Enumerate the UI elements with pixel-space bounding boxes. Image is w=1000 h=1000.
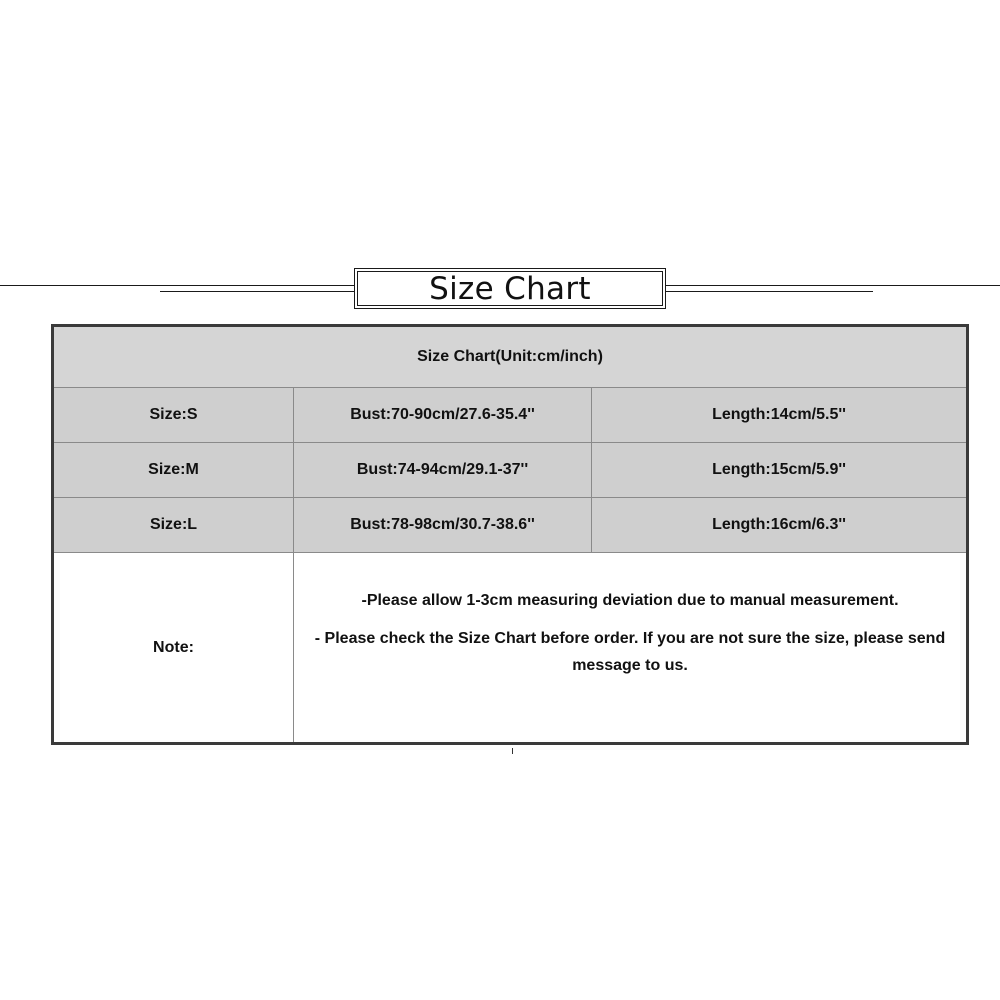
bust-cell: Bust:70-90cm/27.6-35.4'': [294, 388, 592, 443]
length-cell: Length:15cm/5.9'': [592, 443, 968, 498]
table-header-row: [53, 326, 968, 388]
length-cell: Length:16cm/6.3'': [592, 498, 968, 553]
table-header-cell: Size Chart(Unit:cm/inch): [53, 326, 968, 388]
note-line: -Please allow 1-3cm measuring deviation due to manual measurement.: [361, 591, 899, 609]
size-cell: Size:L: [53, 498, 294, 553]
title-banner: [354, 268, 666, 309]
note-content: [294, 553, 968, 744]
page-title: Size Chart: [429, 270, 591, 307]
bust-cell: Bust:78-98cm/30.7-38.6'': [294, 498, 592, 553]
table-row: [53, 443, 968, 498]
size-cell: Size:M: [53, 443, 294, 498]
stray-tick-mark: [512, 748, 513, 754]
bust-cell: Bust:74-94cm/29.1-37'': [294, 443, 592, 498]
size-cell: Size:S: [53, 388, 294, 443]
note-label: Note:: [53, 553, 294, 744]
table-row: [53, 498, 968, 553]
note-line: - Please check the Size Chart before order. If you are not sure the size, please send message to us.: [314, 629, 946, 674]
length-cell: Length:14cm/5.5'': [592, 388, 968, 443]
note-row: [53, 553, 968, 744]
size-chart-table: [51, 324, 969, 745]
table-row: [53, 388, 968, 443]
